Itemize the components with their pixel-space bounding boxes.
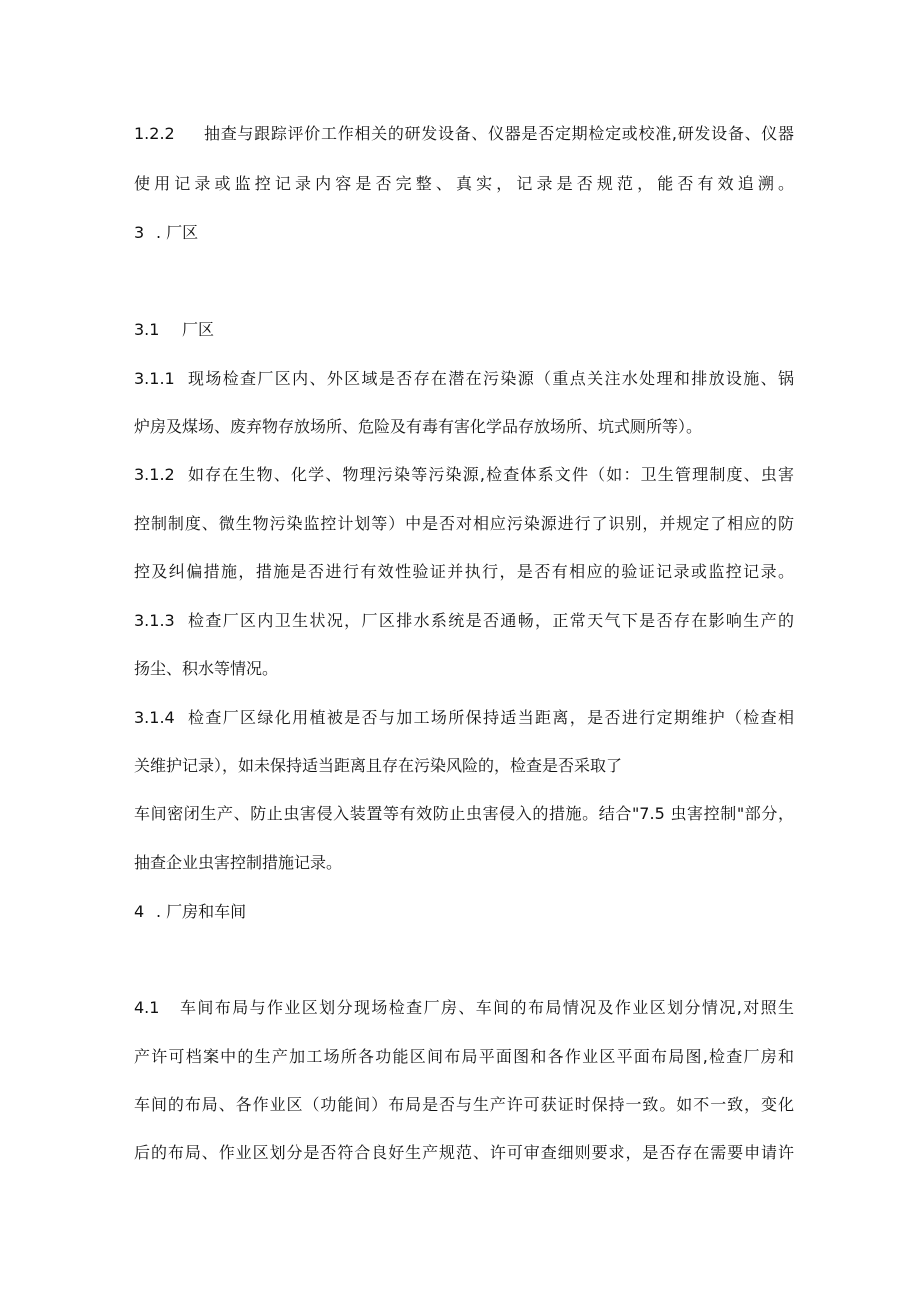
heading-text: . 厂区 — [156, 223, 199, 242]
paragraph-text: 车间的布局、各作业区（功能间）布局是否与生产许可获证时保持一致。如不一致，变化 — [134, 1095, 794, 1114]
paragraph-3-1-3-line-2 — [134, 657, 794, 681]
paragraph-text: 如存在生物、化学、物理污染等污染源,检查体系文件（如：卫生管理制度、虫害 — [188, 465, 794, 484]
paragraph-text: 产许可档案中的生产加工场所各功能区间布局平面图和各作业区平面布局图,检查厂房和 — [134, 1047, 794, 1066]
section-number: 3.1.1 — [134, 369, 175, 388]
paragraph-text: 使用记录或监控记录内容是否完整、真实，记录是否规范，能否有效追溯。 — [134, 174, 794, 193]
paragraph-4-1-line-3 — [134, 1093, 794, 1117]
paragraph-text: 扬尘、积水等情况。 — [134, 659, 279, 678]
paragraph-1-2-2-line-1 — [134, 122, 794, 146]
heading-4 — [134, 900, 794, 924]
section-number: 3 — [134, 223, 145, 242]
section-number: 1.2.2 — [134, 124, 175, 143]
paragraph-4-1-line-1 — [134, 996, 794, 1020]
paragraph-3-1-4-line-3 — [134, 802, 794, 826]
section-number: 3.1.4 — [134, 708, 175, 727]
paragraph-3-1-4-line-4 — [134, 851, 794, 875]
paragraph-text: 抽查企业虫害控制措施记录。 — [134, 853, 343, 872]
section-number: 3.1.2 — [134, 465, 175, 484]
paragraph-text: 现场检查厂区内、外区域是否存在潜在污染源（重点关注水处理和排放设施、锅 — [188, 369, 794, 388]
paragraph-text: 车间密闭生产、防止虫害侵入装置等有效防止虫害侵入的措施。结合"7.5 虫害控制"部分， — [134, 804, 794, 823]
paragraph-3-1-3-line-1 — [134, 609, 794, 633]
paragraph-text: 车间布局与作业区划分现场检查厂房、车间的布局情况及作业区划分情况,对照生 — [180, 998, 794, 1017]
paragraph-text: 控及纠偏措施，措施是否进行有效性验证并执行，是否有相应的验证记录或监控记录。 — [134, 562, 794, 581]
paragraph-4-1-line-4 — [134, 1141, 794, 1165]
paragraph-text: 后的布局、作业区划分是否符合良好生产规范、许可审查细则要求，是否存在需要申请许 — [134, 1143, 794, 1162]
paragraph-text: 抽查与跟踪评价工作相关的研发设备、仪器是否定期检定或校准,研发设备、仪器 — [204, 124, 794, 143]
heading-3-1 — [134, 318, 794, 342]
paragraph-3-1-4-line-2 — [134, 754, 794, 778]
paragraph-4-1-line-2 — [134, 1045, 794, 1069]
paragraph-3-1-4-line-1 — [134, 706, 794, 730]
paragraph-text: 关维护记录），如未保持适当距离且存在污染风险的，检查是否采取了 — [134, 756, 623, 775]
paragraph-3-1-1-line-2 — [134, 415, 794, 439]
paragraph-3-1-2-line-1 — [134, 463, 794, 487]
paragraph-3-1-2-line-2 — [134, 512, 794, 536]
paragraph-text: 控制制度、微生物污染监控计划等）中是否对相应污染源进行了识别，并规定了相应的防 — [134, 514, 794, 533]
paragraph-3-1-2-line-3 — [134, 560, 794, 584]
paragraph-text: 炉房及煤场、废弃物存放场所、危险及有毒有害化学品存放场所、坑式厕所等）。 — [134, 417, 703, 436]
heading-3 — [134, 221, 794, 245]
heading-text: . 厂房和车间 — [156, 902, 247, 921]
heading-text: 厂区 — [182, 320, 215, 339]
paragraph-text: 检查厂区内卫生状况，厂区排水系统是否通畅，正常天气下是否存在影响生产的 — [188, 611, 794, 630]
section-number: 3.1.3 — [134, 611, 175, 630]
paragraph-3-1-1-line-1 — [134, 367, 794, 391]
paragraph-text: 检查厂区绿化用植被是否与加工场所保持适当距离，是否进行定期维护（检查相 — [188, 708, 794, 727]
paragraph-1-2-2-line-2 — [134, 172, 794, 196]
section-number: 3.1 — [134, 320, 160, 339]
section-number: 4 — [134, 902, 145, 921]
section-number: 4.1 — [134, 998, 160, 1017]
